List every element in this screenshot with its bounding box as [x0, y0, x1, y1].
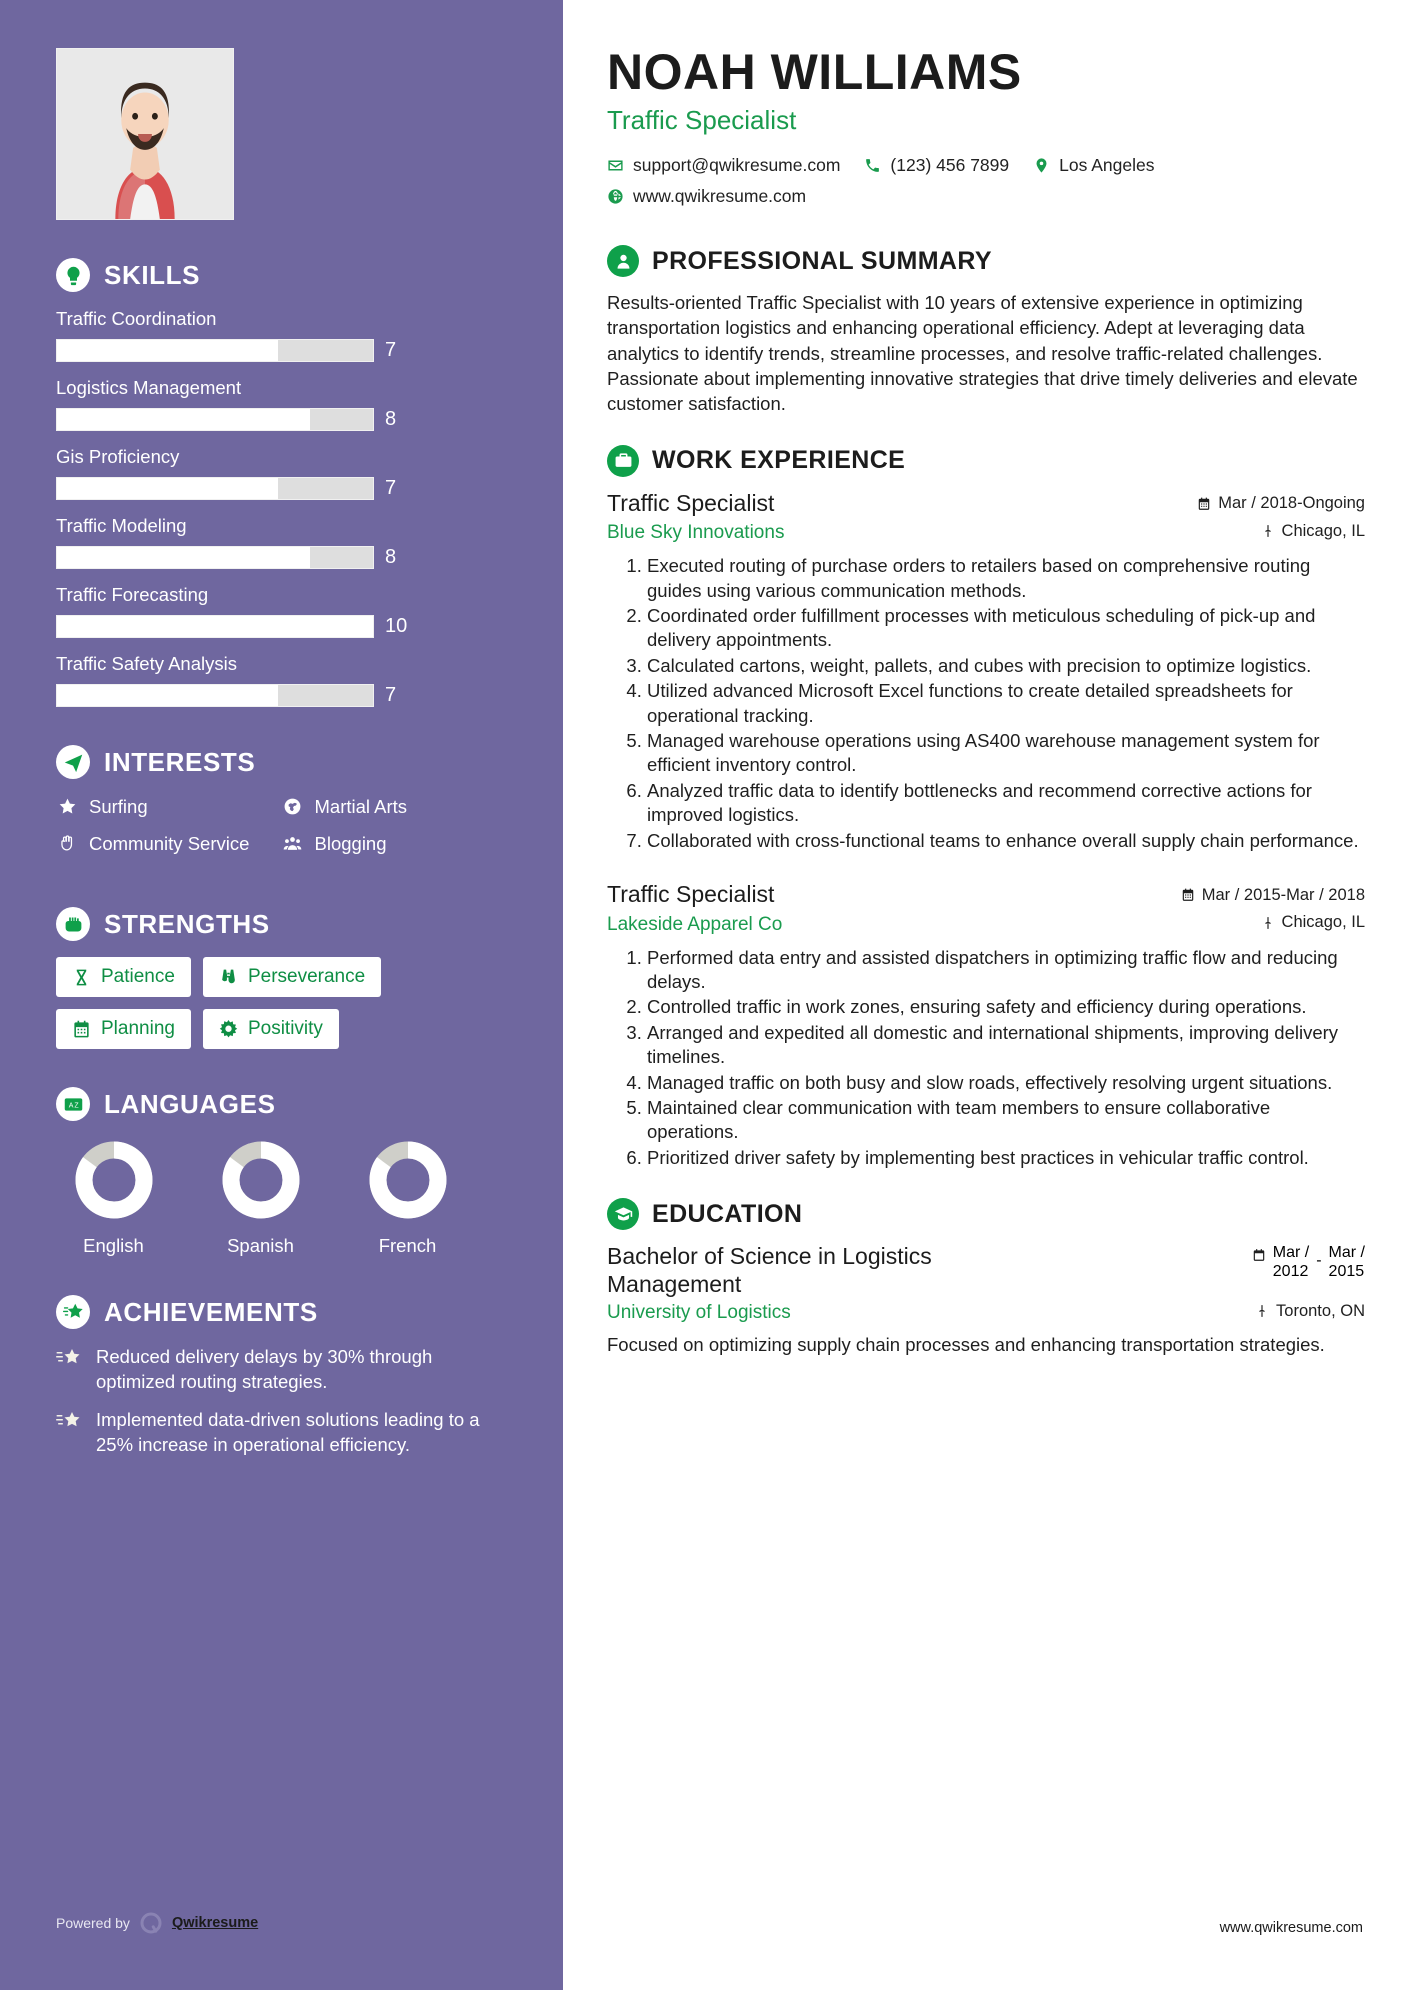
- job-duty: 5. Maintained clear communication with team members to ensure collaborative operations.: [647, 1096, 1365, 1145]
- job-duty: 1. Executed routing of purchase orders to retailers based on comprehensive routing guides using various communication methods.: [647, 554, 1365, 603]
- job-entry: [607, 881, 1365, 1170]
- work-header: [607, 445, 1365, 477]
- education-description: Focused on optimizing supply chain processes and enhancing transportation strategies.: [607, 1334, 1325, 1356]
- skill-label: Gis Proficiency: [56, 446, 180, 467]
- contact-location-text: Los Angeles: [1059, 155, 1155, 175]
- skill-bar: [56, 615, 374, 638]
- strength-label: Planning: [101, 1018, 175, 1040]
- education-degree: Bachelor of Science in Logistics Management: [607, 1243, 932, 1297]
- skill-bar-fill: [57, 685, 278, 706]
- envelope-icon: [607, 157, 624, 174]
- language-donut-chart: [71, 1137, 157, 1223]
- skill-label: Traffic Safety Analysis: [56, 653, 237, 674]
- education-entry: [607, 1243, 1365, 1298]
- job-dates-text: Mar / 2018-Ongoing: [1218, 494, 1365, 513]
- interest-label: Blogging: [314, 833, 387, 855]
- shooting-star-icon: [56, 1345, 84, 1394]
- achievement-item: [56, 1408, 507, 1457]
- section-skills: [56, 258, 507, 707]
- job-duty: 7. Collaborated with cross-functional teams to enhance overall supply chain performance.: [647, 829, 1365, 853]
- job-entry: [607, 490, 1365, 853]
- interest-label: Surfing: [89, 796, 148, 817]
- globe-icon: [607, 188, 624, 205]
- education-header: [607, 1198, 1365, 1230]
- interest-item: [56, 795, 282, 818]
- job-duty: 3. Calculated cartons, weight, pallets, and cubes with precision to optimize logistics.: [647, 654, 1365, 678]
- avatar: [56, 48, 234, 220]
- interests-list: [56, 795, 507, 869]
- profile-photo-icon: [57, 49, 233, 219]
- job-duties-list: [633, 946, 1365, 1171]
- section-achievements: [56, 1295, 507, 1457]
- interests-header: [56, 745, 507, 779]
- calendar-icon: [1252, 1248, 1266, 1262]
- translate-icon: [56, 1087, 90, 1121]
- strengths-header: [56, 907, 507, 941]
- hand-icon: [56, 832, 78, 853]
- language-item: [350, 1137, 465, 1257]
- skills-list: [56, 308, 507, 707]
- skill-bar-fill: [57, 409, 310, 430]
- contact-website-text: www.qwikresume.com: [633, 186, 807, 206]
- job-duty: 1. Performed data entry and assisted dispatchers in optimizing traffic flow and reducing delays.: [647, 946, 1365, 995]
- language-item: [203, 1137, 318, 1257]
- binoculars-icon: [219, 968, 238, 987]
- skill-value: 8: [385, 546, 397, 568]
- skills-header: [56, 258, 507, 292]
- job-dates: [1197, 494, 1365, 513]
- strength-label: Patience: [101, 966, 175, 988]
- contact-location: [1033, 155, 1154, 176]
- job-duty: 6. Prioritized driver safety by implementing best practices in vehicular traffic control.: [647, 1146, 1365, 1170]
- globe-icon: [282, 795, 304, 816]
- job-duty: 5. Managed warehouse operations using AS400 warehouse management system for efficient inventory control.: [647, 729, 1365, 778]
- skill-value: 7: [385, 339, 397, 361]
- calendar-icon: [1197, 497, 1211, 511]
- job-duty: 2. Coordinated order fulfillment processes with meticulous scheduling of pick-up and delivery appointments.: [647, 604, 1365, 653]
- skill-bar-fill: [57, 340, 278, 361]
- skill-item: [56, 515, 507, 569]
- person-icon: [607, 245, 639, 277]
- job-duty: 3. Arranged and expedited all domestic and international shipments, improving delivery timelines.: [647, 1021, 1365, 1070]
- skill-bar: [56, 339, 374, 362]
- skill-bar: [56, 684, 374, 707]
- section-languages: [56, 1087, 507, 1257]
- strength-item: [56, 1009, 191, 1049]
- interest-label: Community Service: [89, 833, 250, 855]
- contact-website[interactable]: [607, 186, 806, 207]
- powered-by-label: Powered by: [56, 1915, 130, 1931]
- education-end-year: 2015: [1328, 1263, 1365, 1281]
- svg-text:Z: Z: [73, 1102, 79, 1110]
- skill-bar: [56, 477, 374, 500]
- strength-label: Positivity: [247, 1018, 323, 1040]
- section-education: [607, 1198, 1365, 1358]
- education-dates: [1252, 1243, 1365, 1298]
- job-duty: 4. Utilized advanced Microsoft Excel functions to create detailed spreadsheets for operational tracking.: [647, 679, 1365, 728]
- graduation-cap-icon: [607, 1198, 639, 1230]
- sun-icon: [219, 1020, 238, 1039]
- briefcase-icon: [607, 445, 639, 477]
- strengths-title: STRENGTHS: [104, 908, 270, 939]
- summary-header: [607, 245, 1365, 277]
- education-title: EDUCATION: [652, 1199, 803, 1228]
- job-company: Blue Sky Innovations: [607, 522, 785, 544]
- contact-phone[interactable]: [864, 155, 1009, 176]
- language-donut-chart: [365, 1137, 451, 1223]
- skill-label: Traffic Modeling: [56, 515, 187, 536]
- education-end-date: [1329, 1243, 1365, 1281]
- education-location: [1255, 1302, 1365, 1321]
- contact-email[interactable]: [607, 155, 840, 176]
- shooting-star-icon: [56, 1408, 84, 1457]
- users-icon: [282, 832, 304, 853]
- job-location: [1261, 913, 1365, 932]
- interests-title: INTERESTS: [104, 746, 256, 777]
- lightbulb-icon: [56, 258, 90, 292]
- skill-bar: [56, 546, 374, 569]
- job-title: Traffic Specialist: [607, 489, 775, 516]
- strengths-list: [56, 957, 507, 1049]
- interest-item: [56, 832, 282, 855]
- job-duty: 2. Controlled traffic in work zones, ensuring safety and efficiency during operations.: [647, 995, 1365, 1019]
- qwikresume-link[interactable]: Qwikresume: [171, 1915, 259, 1931]
- work-title: WORK EXPERIENCE: [652, 446, 906, 475]
- shooting-star-icon: [56, 1295, 90, 1329]
- education-start-date: [1273, 1243, 1309, 1281]
- qwikresume-logo-icon: [138, 1910, 164, 1936]
- paper-plane-icon: [56, 745, 90, 779]
- education-end-month: Mar /: [1328, 1244, 1365, 1262]
- interest-label: Martial Arts: [314, 796, 408, 817]
- skill-item: [56, 446, 507, 500]
- skill-bar-fill: [57, 478, 278, 499]
- skill-label: Logistics Management: [56, 377, 242, 398]
- pin-icon: [1261, 916, 1275, 930]
- star-icon: [56, 795, 78, 816]
- skill-item: [56, 308, 507, 362]
- main-content: [563, 0, 1407, 1990]
- achievement-text: Reduced delivery delays by 30% through optimized routing strategies.: [96, 1346, 433, 1392]
- education-school: University of Logistics: [607, 1302, 791, 1324]
- language-label: English: [83, 1235, 144, 1257]
- section-interests: [56, 745, 507, 869]
- summary-text: Results-oriented Traffic Specialist with 10 years of extensive experience in optimizing transportation logistics and enhancing operational efficiency. Adept at leveraging data analytics to identify trends, streamline processes, and resolve traffic-related challenges. Passionate about implementing innovative strategies that drive timely deliveries and elevate customer satisfaction.: [607, 292, 1358, 415]
- skill-value: 7: [385, 477, 397, 499]
- strength-item: [56, 957, 191, 997]
- skill-value: 8: [385, 408, 397, 430]
- languages-list: [56, 1137, 507, 1257]
- skill-item: [56, 653, 507, 707]
- section-professional-summary: [607, 245, 1365, 417]
- language-donut-chart: [218, 1137, 304, 1223]
- skill-value: 10: [385, 615, 408, 637]
- section-work-experience: [607, 445, 1365, 1171]
- contact-block: [607, 155, 1365, 217]
- map-pin-icon: [1033, 157, 1050, 174]
- page-title: NOAH WILLIAMS: [607, 44, 1022, 100]
- achievement-item: [56, 1345, 507, 1394]
- job-location-text: Chicago, IL: [1281, 521, 1365, 540]
- strength-item: [203, 1009, 339, 1049]
- skill-bar-fill: [57, 616, 373, 637]
- skill-item: [56, 377, 507, 431]
- skill-bar: [56, 408, 374, 431]
- education-start-month: Mar /: [1272, 1244, 1310, 1262]
- skills-title: SKILLS: [104, 259, 201, 290]
- phone-icon: [864, 157, 881, 174]
- job-title: Traffic Specialist: [607, 881, 775, 908]
- skill-item: [56, 584, 507, 638]
- sidebar: [0, 0, 563, 1990]
- summary-title: PROFESSIONAL SUMMARY: [652, 246, 992, 275]
- languages-header: [56, 1087, 507, 1121]
- pin-icon: [1261, 524, 1275, 538]
- skill-bar-fill: [57, 547, 310, 568]
- skill-value: 7: [385, 684, 397, 706]
- skill-label: Traffic Coordination: [56, 308, 217, 329]
- contact-email-text: support@qwikresume.com: [633, 155, 841, 175]
- map-pin-icon: [1255, 1304, 1269, 1318]
- fist-icon: [56, 907, 90, 941]
- achievement-text: Implemented data-driven solutions leading to a 25% increase in operational efficiency.: [96, 1409, 480, 1456]
- education-start-year: 2012: [1272, 1263, 1309, 1281]
- job-location: [1261, 522, 1365, 541]
- job-dates-text: Mar / 2015-Mar / 2018: [1201, 885, 1365, 904]
- strength-label: Perseverance: [247, 966, 366, 988]
- languages-title: LANGUAGES: [104, 1088, 276, 1119]
- job-dates: [1181, 886, 1365, 905]
- job-location-text: Chicago, IL: [1281, 913, 1365, 932]
- hourglass-icon: [72, 968, 91, 987]
- calendar-icon: [1181, 888, 1195, 902]
- section-strengths: [56, 907, 507, 1049]
- strength-item: [203, 957, 381, 997]
- language-label: French: [378, 1235, 437, 1257]
- interest-item: [282, 795, 508, 818]
- contact-phone-text: (123) 456 7899: [890, 155, 1010, 175]
- job-duty: 4. Managed traffic on both busy and slow roads, effectively resolving urgent situations.: [647, 1071, 1365, 1095]
- jobs-list: [607, 490, 1365, 1171]
- date-separator: -: [1316, 1252, 1322, 1270]
- job-company: Lakeside Apparel Co: [607, 913, 783, 935]
- achievements-list: [56, 1345, 507, 1457]
- language-item: [56, 1137, 171, 1257]
- language-label: Spanish: [227, 1235, 294, 1257]
- svg-text:A: A: [68, 1102, 73, 1110]
- interest-item: [282, 832, 508, 855]
- job-role: Traffic Specialist: [607, 105, 797, 135]
- achievements-title: ACHIEVEMENTS: [104, 1296, 318, 1327]
- sidebar-footer: [56, 1910, 258, 1936]
- main-footer-website: www.qwikresume.com: [1219, 1920, 1363, 1936]
- job-duties-list: [633, 554, 1365, 853]
- achievements-header: [56, 1295, 507, 1329]
- education-location-text: Toronto, ON: [1276, 1301, 1365, 1320]
- job-duty: 6. Analyzed traffic data to identify bottlenecks and recommend corrective actions for improved logistics.: [647, 779, 1365, 828]
- calendar-icon: [72, 1020, 91, 1039]
- skill-label: Traffic Forecasting: [56, 584, 209, 605]
